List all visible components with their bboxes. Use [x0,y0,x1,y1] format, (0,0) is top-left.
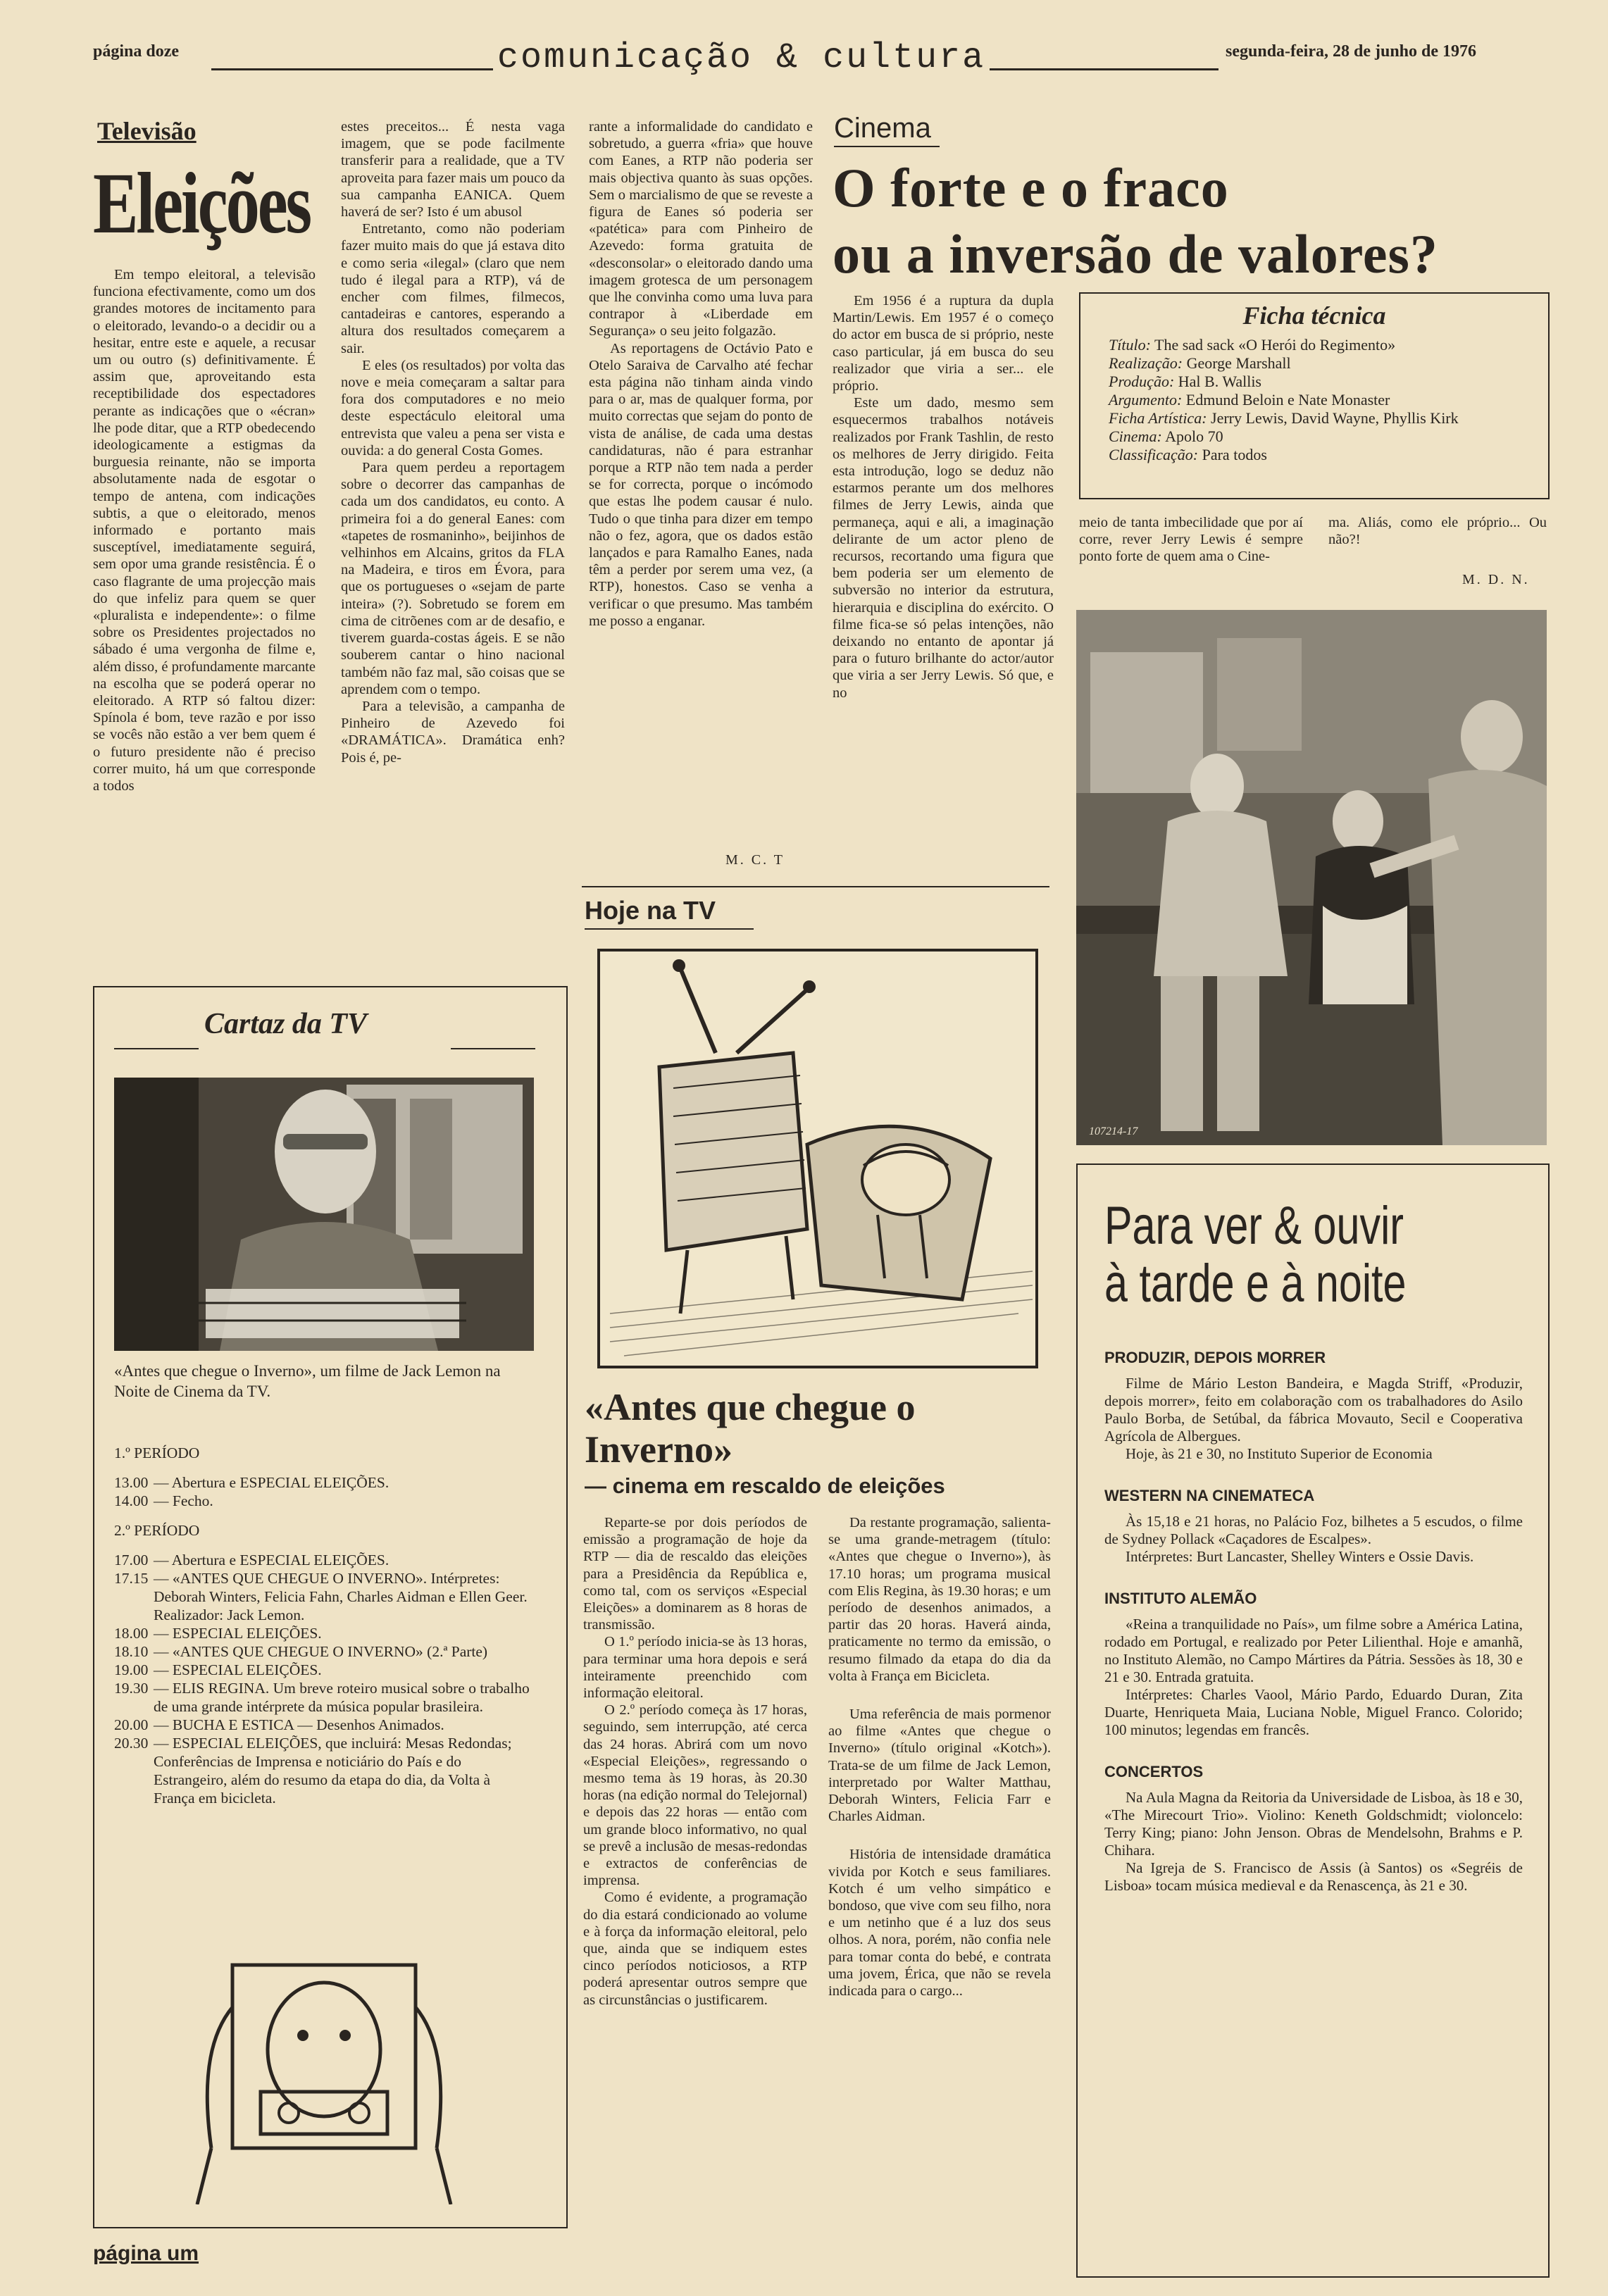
schedule-time: 20.30 [114,1735,149,1752]
ficha-value: Jerry Lewis, David Wayne, Phyllis Kirk [1211,409,1459,427]
hoje-article-title: «Antes que chegue o Inverno» [585,1386,916,1471]
schedule-time: 18.10 [114,1643,149,1660]
listing-text: Hoje, às 21 e 30, no Instituto Superior de Economia [1126,1445,1433,1462]
cinema-text: ma. Aliás, como ele próprio... Ou não?! [1328,515,1547,548]
ficha-value: Para todos [1202,446,1267,463]
tv-article-column-3 [589,118,813,630]
para-ver-title-line-1: Para ver & ouvir [1104,1196,1404,1256]
schedule-time: 19.00 [114,1661,149,1678]
tv-article-column-1 [93,266,316,794]
hoje-column-2 [828,1514,1051,1999]
tv-schedule [114,1444,534,1807]
tv-article-text: Para quem perdeu a reportagem sobre o decorrer das campanhas de cada um dos candidatos, eu conto. A primeira foi a do general Eanes: com «tapetes de rosmaninho», beijinhos de velhinhos em Alcains, gritos da FLA na Madeira, e tiros em Évora, para que os portugueses o «sejam de parte inteira» (?). Sobretudo se forem em cima de citrõenes com ar de desafio, e tiverem guarda-costas ágeis. E se não souberem cantar o hino nacional também não faz mal, são coisas que se aprendem com o tempo. [341,460,565,697]
ficha-tecnica-box [1079,292,1550,499]
listing-text: Filme de Mário Leston Bandeira, e Magda Striff, «Produzir, depois morrer», feito em colaboração com os trabalhadores do Asilo Paulo Borba, de Setúbal, da fábrica Movauto, Secil e Cooperativa Agrícola de Albergues. [1104,1375,1523,1445]
cinema-title-line-2: ou a inversão de valores? [833,223,1438,285]
schedule-description: — ESPECIAL ELEIÇÕES. [154,1625,322,1642]
listing-heading: INSTITUTO ALEMÃO [1104,1590,1257,1607]
tv-article-text: Entretanto, como não poderiam fazer muito mais do que já estava dito e como seria «ilegal» (claro que nem tudo é ilegal para a RTP), vá de encher com filmes, filmecos, cantadeiras e cantores, esperando a altura dos resultados começarem a sair. [341,221,565,356]
tv-article-text: estes preceitos... É nesta vaga imagem, que se pode facilmente transferir para a realidade, que a TV aproveita para fazer mais um pouco da sua campanha EANICA. Quem haverá de ser? Isto é um abusol [341,119,565,220]
ficha-value: The sad sack «O Herói do Regimento» [1154,336,1396,354]
ficha-row [1109,428,1520,446]
cinema-text: Este um dado, mesmo sem esquecermos trabalhos notáveis realizados por Frank Tashlin, de resto os melhores de Jerry dirigido. Feita esta introdução, logo se deduz não estarmos perante um dos melhores filmes de Jerry Lewis, ainda que permaneça, aqui e ali, a imaginação delirante de um actor pleno de recursos, recortando uma figura que bem poderia ser um elemento de subversão no interior da estrutura, hierarquia e disciplina do exército. O filme fica-se só pelas intenções, não deixando no entanto de apontar já para o futuro brilhante do actor/autor que viria a ser Jerry Lewis. Só que, e no [833,395,1054,701]
ficha-row [1109,336,1520,354]
section-label-televisao: Televisão [97,117,197,145]
schedule-description: — Fecho. [154,1492,213,1509]
tv-article-text: Em tempo eleitoral, a televisão funciona efectivamente, como um dos grandes motores de incitamento para o eleitorado, levando-o a decidir ou a hesitar, entre este e aquele, a recusar um ou outro (s) definitivamente. É assim que, aproveitando esta receptibilidade dos espectadores perante as indicações que o «écran» lhe pode ditar, que a RTP obedecendo ideologicamente a estigmas da burguesia reinante, não se importa absolutamente nada de esgotar o tempo de antena, com indicações subtis, a que o eleitorado, menos informado e portanto mais susceptível, imediatamente seguirá, sem opor uma grande resistência. É o caso flagrante de uma projecção mais do que infeliz para quem se quer «pluralista e independente»: o filme sobre os Presidentes projectados no sábado é uma vergonha de filme e, além disso, é profundamente marcante na escolha que se poderá operar no eleitorado. A RTP só faltou dizer: Spínola é bom, teve razão e por isso se vocês não estão a ver bem quem é o futuro presidente não é preciso correr muito, há um que corresponde a todos [93,267,316,794]
tv-viewer-cartoon [596,947,1040,1370]
schedule-time: 17.00 [114,1552,149,1568]
cartaz-title-rule-left [114,1048,199,1049]
ficha-label: Produção: [1109,373,1175,390]
listing-heading: PRODUZIR, DEPOIS MORRER [1104,1349,1326,1366]
schedule-row [114,1551,534,1569]
schedule-row [114,1492,534,1510]
schedule-description: — ESPECIAL ELEIÇÕES, que incluirá: Mesas Redondas; Conferências de Imprensa e noticiário do País e do Estrangeiro, além do resumo da etapa do dia, da Volta à França em bicicleta. [154,1735,512,1807]
kotch-photo-illustration [114,1078,534,1351]
ficha-label: Classificação: [1109,446,1199,463]
ficha-label: Ficha Artística: [1109,409,1207,427]
schedule-description: — Abertura e ESPECIAL ELEIÇÕES. [154,1474,389,1491]
tv-article-text: rante a informalidade do candidato e sobretudo, a guerra «fria» que houve com Eanes, a RTP não poderia ser mais objectiva quanto às suas opções. Sem o marcialismo de que se reveste a figura de Eanes só poderia ser «patética» para com Pinheiro de Azevedo: forma gratuita de «desconsolar» o eleitorado dando uma imagem grotesca de um personagem que lhe convinha como uma luva para contrapor à «Liberdade em Segurança» o seu jeito folgazão. [589,119,813,339]
listing-section [1104,1349,1523,1463]
kotch-photo [114,1078,534,1351]
cinema-signature: M. D. N. [1462,572,1530,587]
tv-article-text: As reportagens de Octávio Pato e Otelo Saraiva de Carvalho até fechar esta página não tinham ainda vindo para o ar, mas de qualquer forma, por muito correctas que sejam do ponto de vista de análise, de cada uma destas candidaturas, não é para estranhar porque a RTP não tem nada a perder se for correcta, porque o incómodo que estas lhe podem causar é nulo. Tudo o que tinha para dizer em tempo não o fez, agora, que os dados estão lançados e para Ramalho Eanes, nada têm a perder por serem uma vez, (a RTP), honestos. Caso se venha a verificar o que presumo. Mas também me posso a enganar. [589,340,813,629]
tv-article-column-2 [341,118,565,766]
ficha-value: Hal B. Wallis [1178,373,1261,390]
ficha-value: George Marshall [1186,354,1291,372]
period-1-heading: 1.º PERÍODO [114,1445,200,1461]
film-still-photo [1076,610,1547,1145]
ficha-row [1109,391,1520,409]
schedule-row [114,1642,534,1661]
hoje-column-1 [583,1514,807,2009]
listing-text: «Reina a tranquilidade no País», um filme sobre a América Latina, rodado em Portugal, e realizado por Peter Lilienthal. Hoje e amanhã, no Instituto Alemão, no Campo Mártires da Pátria. Sessões às 18, 30 e 21 e 30. Entrada gratuita. [1104,1616,1523,1685]
ficha-row [1109,409,1520,428]
cartaz-title: Cartaz da TV [204,1008,368,1040]
hoje-text: Como é evidente, a programação do dia estará condicionado ao volume e à força da informação eleitoral, pelo que, ainda que se indiquem estes cinco períodos noticiosos, a RTP poderá apresentar outros sempre que as circunstâncias o justificarem. [583,1890,807,2008]
cinema-column-3 [1328,514,1547,548]
author-signature: M. C. T [725,852,785,868]
listing-heading: WESTERN NA CINEMATECA [1104,1487,1315,1504]
footer-page-link[interactable]: página um [93,2242,199,2265]
listing-text: Intérpretes: Charles Vaool, Mário Pardo, Eduardo Duran, Zita Duarte, Henriqueta Maia, Luciana Noble, Miguel Franco. Colorido; 100 minutos; legendas em francês. [1104,1686,1523,1738]
ficha-row [1109,354,1520,373]
cinema-text: Em 1956 é a ruptura da dupla Martin/Lewis. Em 1957 é o começo do actor em busca de si próprio, neste caso particular, já em busca do seu realizador que viria a ser... ele próprio. [833,293,1054,394]
schedule-description: — «ANTES QUE CHEGUE O INVERNO» (2.ª Parte) [154,1643,488,1660]
ficha-value: Apolo 70 [1165,428,1223,445]
listing-text: Intérpretes: Burt Lancaster, Shelley Winters e Ossie Davis. [1126,1548,1474,1565]
ficha-tecnica-title: Ficha técnica [1242,301,1386,330]
ficha-row [1109,373,1520,391]
issue-date: segunda-feira, 28 de junho de 1976 [1226,42,1477,61]
schedule-time: 17.15 [114,1570,149,1587]
hoje-text: O 2.º período começa às 17 horas, seguindo, sem interrupção, até cerca das 24 horas. Abrirá com um novo «Especial Eleições», regressando o mesmo tema às 19 horas, às 20.30 horas (na edição normal do Telejornal) e depois das 22 horas — então com um grande bloco informativo, no qual se prevê a inclusão de mesas-redondas e extractos de conferências de imprensa. [583,1702,807,1889]
hoje-article-subtitle: — cinema em rescaldo de eleições [585,1473,945,1498]
schedule-row [114,1679,534,1716]
cinema-column-1 [833,292,1054,701]
listing-section [1104,1763,1523,1895]
ficha-label: Cinema: [1109,428,1162,445]
ficha-value: Edmund Beloin e Nate Monaster [1185,391,1390,408]
ficha-label: Realização: [1109,354,1183,372]
schedule-row [114,1569,534,1624]
schedule-description: — BUCHA E ESTICA — Desenhos Animados. [154,1716,444,1733]
cinema-column-2 [1079,514,1303,566]
cinema-text: meio de tanta imbecilidade que por aí corre, rever Jerry Lewis é sempre ponto forte de quem ama o Cine- [1079,515,1303,565]
film-still-illustration [1076,610,1547,1145]
schedule-description: — «ANTES QUE CHEGUE O INVERNO». Intérpretes: Deborah Winters, Felicia Fahn, Charles Aidman e Ellen Geer. Realizador: Jack Lemon. [154,1570,528,1623]
para-ver-title-line-2: à tarde e à noite [1104,1254,1407,1314]
photo-negative-number: 107214-17 [1089,1125,1138,1137]
para-ver-title [1104,1197,1528,1313]
listing-section [1104,1590,1523,1739]
hoje-top-rule [582,886,1049,887]
listing-text: Na Igreja de S. Francisco de Assis (à Santos) os «Segréis de Lisboa» tocam música medieval e da Renascença, às 21 e 30. [1104,1859,1523,1894]
hoje-text: Da restante programação, salienta-se uma grande-metragem (título: «Antes que chegue o Inverno»), às 17.10 horas; um programa musical com Elis Regina, às 19.30 horas; e um período de desenhos animados, a partir das 20 horas. Haverá ainda, praticamente no termo da emissão, o resumo filmado da etapa do dia da volta à França em Bicicleta. [828,1515,1051,1684]
cartaz-title-rule-right [451,1048,535,1049]
schedule-time: 19.30 [114,1680,149,1697]
section-banner: comunicação & cultura [493,38,990,78]
cinema-article-title [833,155,1572,287]
hoje-text: História de intensidade dramática vivida por Kotch e seus familiares. Kotch é um velho simpático e bondoso, que vive com seu filho, nora e um netinho que é a luz dos seus olhos. A nora, porém, não confia nele para tomar conta do bebé, e contrata uma jovem, Érica, que não se revela indicada para o cargo... [828,1847,1051,1999]
schedule-row [114,1734,534,1807]
article-title-eleicoes: Eleições [93,155,311,251]
hoje-text: O 1.º período inicia-se às 13 horas, para terminar uma hora depois e será inteiramente preenchido com informação eleitoral. [583,1634,807,1702]
hoje-label-rule [585,928,754,930]
ficha-row [1109,446,1520,464]
schedule-row [114,1716,534,1734]
section-label-hoje: Hoje na TV [585,896,716,925]
ficha-label: Argumento: [1109,391,1183,408]
cartaz-caption: «Antes que chegue o Inverno», um filme de Jack Lemon na Noite de Cinema da TV. [114,1362,501,1400]
schedule-row [114,1624,534,1642]
listing-section [1104,1487,1523,1566]
schedule-description: — ELIS REGINA. Um breve roteiro musical sobre o trabalho de uma grande intérprete da música popular brasileira. [154,1680,530,1715]
page-number-label: página doze [93,42,180,61]
listing-text: Às 15,18 e 21 horas, no Palácio Foz, bilhetes a 5 escudos, o filme de Sydney Pollack «Caçadores de Escalpes». [1104,1513,1523,1547]
hoje-text: Reparte-se por dois períodos de emissão a programação de hoje da RTP — dia de rescaldo das eleições para a Presidência da República e, como tal, com os serviços «Especial Eleições» a dominarem as 8 horas de transmissão. [583,1515,807,1633]
schedule-description: — Abertura e ESPECIAL ELEIÇÕES. [154,1552,389,1568]
cinema-label-rule [834,146,940,147]
schedule-time: 18.00 [114,1625,149,1642]
section-label-cinema: Cinema [834,113,931,144]
tv-article-text: Para a televisão, a campanha de Pinheiro de Azevedo foi «DRAMÁTICA». Dramática enh? Pois é, pe- [341,698,565,766]
event-listings [1104,1349,1523,1918]
schedule-description: — ESPECIAL ELEIÇÕES. [154,1661,322,1678]
hoje-text: Uma referência de mais pormenor ao filme «Antes que chegue o Inverno» (título original «Kotch»). Trata-se de um filme de Jack Lemon, interpretado por Walter Matthau, Deborah Winters, Felicia Farr e Charles Aidman. [828,1707,1051,1825]
ficha-label: Título: [1109,336,1151,354]
period-2-heading: 2.º PERÍODO [114,1522,200,1539]
tv-article-text: E eles (os resultados) por volta das nove e meia começaram a saltar para fora dos computadores e no meio deste espectáculo eleitoral uma entrevista que valeu a pena ser vista e ouvida: a do general Costa Gomes. [341,357,565,458]
man-holding-tv-cartoon [183,1951,465,2204]
schedule-time: 13.00 [114,1474,149,1491]
listing-text: Na Aula Magna da Reitoria da Universidade de Lisboa, às 18 e 30, «The Mirecourt Trio». Violino: Keneth Goldschmidt; violoncelo: Terry King; piano: John Jenson. Obras de Mendelsohn, Brahms e P. Chihara. [1104,1789,1523,1859]
schedule-row [114,1661,534,1679]
schedule-time: 20.00 [114,1716,149,1733]
listing-heading: CONCERTOS [1104,1763,1204,1780]
schedule-row [114,1473,534,1492]
schedule-time: 14.00 [114,1492,149,1509]
cinema-title-line-1: O forte e o fraco [833,157,1229,218]
